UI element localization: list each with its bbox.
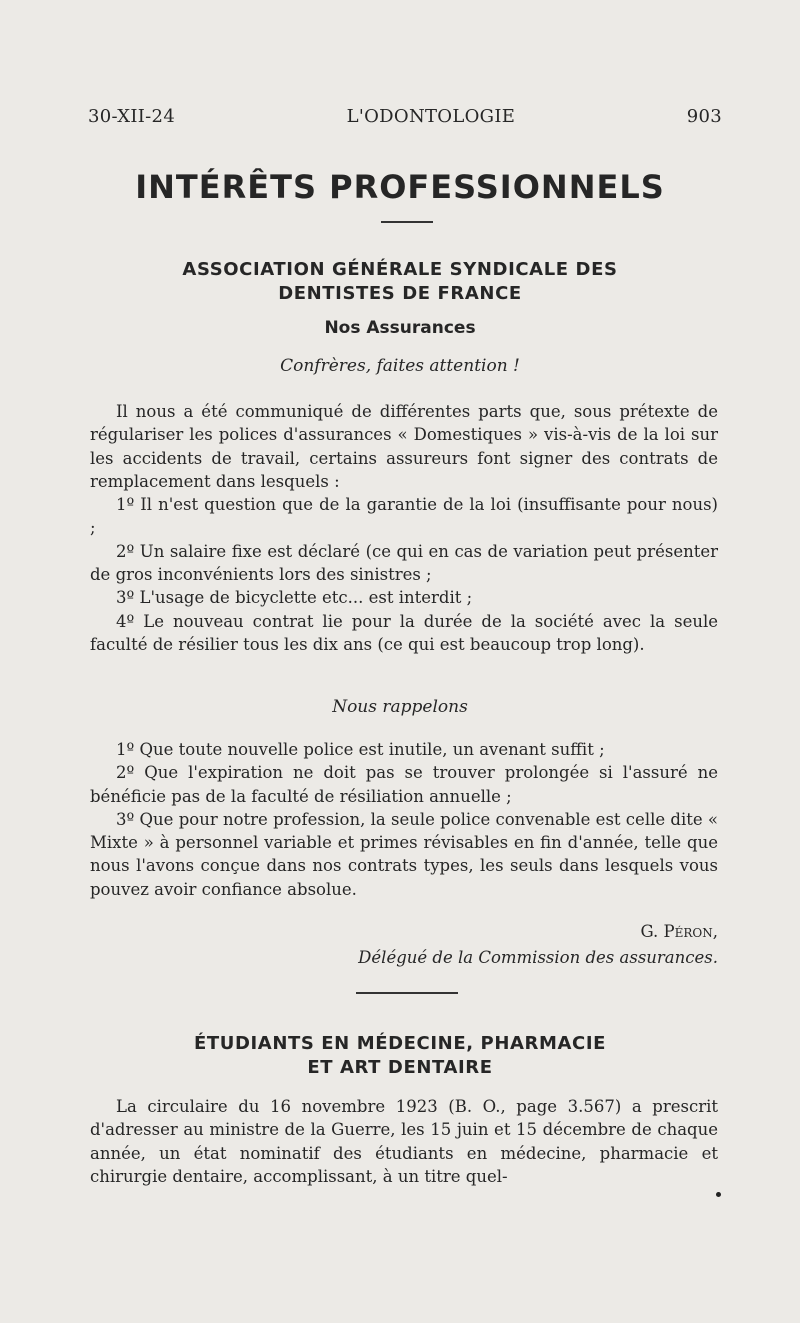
page-number: 903 [686,106,722,127]
section2-paragraph: La circulaire du 16 novembre 1923 (B. O., page 3.567) a prescrit d'adresser au ministre de la Guerre, les 15 juin et 15 décembre de chaque année, un état nominatif des étudiants en médecine, pharmacie et chirurgie dentaire, accomplissant, à un titre quel- [90,1097,718,1186]
signature-name: G. Péron, [640,922,718,941]
list-item: 4º Le nouveau contrat lie pour la durée de la société avec la seule faculté de résilier tous les dix ans (ce qui est beaucoup trop long). [90,611,718,654]
section1-title [60,258,740,306]
page-title: INTÉRÊTS PROFESSIONNELS [135,168,665,206]
warning-line: Confrères, faites attention ! [280,356,520,376]
section1-title-line1: ASSOCIATION GÉNÉRALE SYNDICALE DES [182,259,618,280]
recall-item: 3º Que pour notre profession, la seule police convenable est celle dite « Mixte » à personnel variable et primes révisables en fin d'année, telle que nous l'avons conçue dans nos contrats types, les seuls dans lesquels vous pouvez avoir confiance absolue. [90,809,718,899]
list-item: 2º Un salaire fixe est déclaré (ce qui en cas de variation peut présenter de gros inconvénients lors des sinistres ; [90,541,718,585]
title-divider [381,221,433,223]
list-item: 3º L'usage de bicyclette etc... est interdit ; [116,588,473,608]
signature-role: Délégué de la Commission des assurances. [358,948,718,967]
section-divider [356,992,458,994]
ink-dot [716,1192,721,1197]
recall-item: 1º Que toute nouvelle police est inutile, un avenant suffit ; [116,740,605,759]
list-item: 1º Il n'est question que de la garantie de la loi (insuffisante pour nous) ; [90,495,718,538]
section2-title-line2: ET ART DENTAIRE [307,1057,493,1078]
section1-body [90,400,718,656]
section1-title-line2: DENTISTES DE FRANCE [278,283,522,304]
recall-heading: Nous rappelons [332,697,468,717]
section2-body [90,1095,718,1188]
running-head [88,106,722,127]
journal-name: L'ODONTOLOGIE [346,106,516,127]
section2-title [60,1032,740,1080]
recall-item: 2º Que l'expiration ne doit pas se trouver prolongée si l'assuré ne bénéficie pas de la faculté de résiliation annuelle ; [90,763,718,806]
intro-paragraph: Il nous a été communiqué de différentes parts que, sous prétexte de régulariser les polices d'assurances « Domestiques » vis-à-vis de la loi sur les accidents de travail, certains assureurs font signer des contrats de remplacement dans lesquels : [90,402,718,491]
issue-date: 30-XII-24 [88,106,176,127]
section1-subtitle: Nos Assurances [324,318,476,338]
section2-title-line1: ÉTUDIANTS EN MÉDECINE, PHARMACIE [193,1033,607,1054]
recall-list [90,738,718,901]
